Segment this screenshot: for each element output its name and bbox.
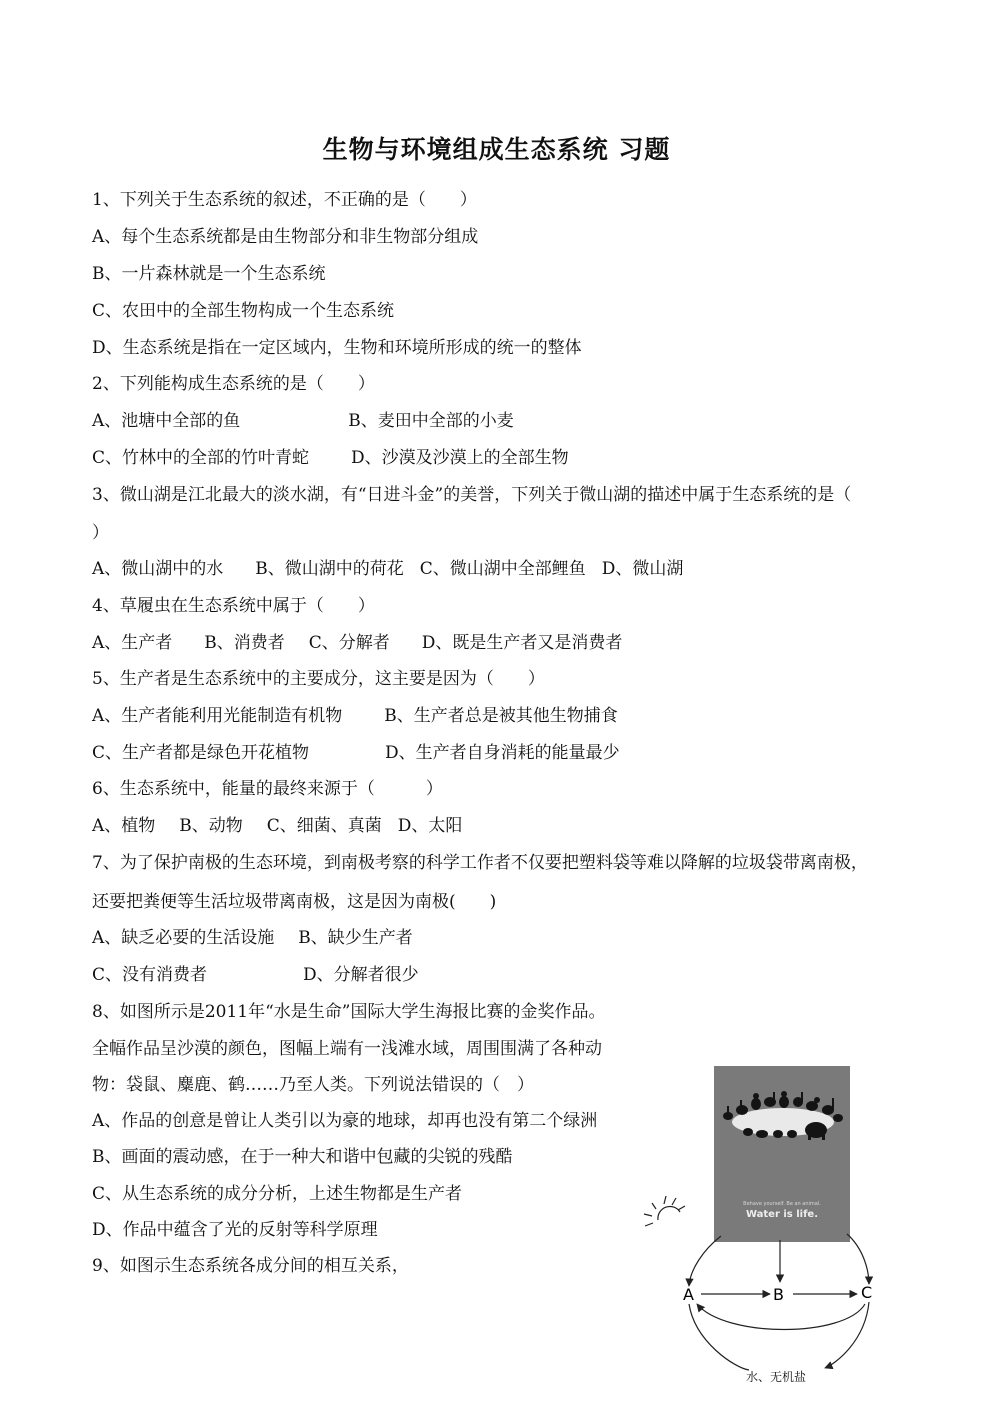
poster-tagline-big: Water is life.	[745, 1209, 819, 1220]
q7-option-a: A、缺乏必要的生活设施	[92, 928, 275, 948]
question-2-stem: 2、下列能构成生态系统的是（ ）	[92, 374, 375, 394]
poster-tagline-small: Behave yourself. Be an animal.	[743, 1201, 821, 1207]
q7-options-row-1	[92, 927, 413, 949]
q2-options-row-1	[92, 410, 514, 432]
arrow-c-to-bottom	[825, 1302, 869, 1368]
question-7-stem-cont: 还要把粪便等生活垃圾带离南极，这是因为南极( )	[92, 892, 497, 912]
q1-option-b: B、一片森林就是一个生态系统	[92, 264, 326, 284]
q6-option-c: C、细菌、真菌	[266, 816, 382, 836]
q8-option-d: D、作品中蕴含了光的反射等科学原理	[92, 1220, 378, 1240]
q3-options	[92, 558, 683, 580]
question-3-stem: 3、微山湖是江北最大的淡水湖，有“日进斗金”的美誉，下列关于微山湖的描述中属于生态系统的是（	[92, 485, 852, 505]
water-is-life-poster	[714, 1066, 850, 1242]
q2-option-c: C、竹林中的全部的竹叶青蛇	[92, 448, 310, 468]
q6-option-a: A、植物	[92, 816, 156, 836]
q6-option-d: D、太阳	[397, 816, 463, 836]
q3-option-d: D、微山湖	[601, 559, 684, 579]
q2-option-d: D、沙漠及沙漠上的全部生物	[351, 448, 569, 468]
question-8-stem: 8、如图所示是2011年“水是生命”国际大学生海报比赛的金奖作品。	[92, 1002, 606, 1022]
q4-option-b: B、消费者	[204, 633, 285, 653]
q6-options	[92, 815, 462, 837]
q2-option-a: A、池塘中全部的鱼	[92, 411, 241, 431]
q8-option-a: A、作品的创意是曾让人类引以为豪的地球，却再也没有第二个绿洲	[92, 1111, 598, 1131]
q7-option-b: B、缺少生产者	[298, 928, 413, 948]
diagram-node-b: B	[773, 1285, 784, 1304]
q4-option-d: D、既是生产者又是消费者	[421, 633, 623, 653]
q4-option-a: A、生产者	[92, 633, 173, 653]
q5-options-row-1	[92, 705, 618, 727]
q5-option-b: B、生产者总是被其他生物捕食	[384, 706, 618, 726]
question-8-stem-cont: 全幅作品呈沙漠的颜色，图幅上端有一浅滩水域，周围围满了各种动	[92, 1039, 602, 1059]
arrow-c-to-a-inner	[697, 1304, 865, 1330]
question-7-stem: 7、为了保护南极的生态环境，到南极考察的科学工作者不仅要把塑料袋等难以降解的垃圾袋带离南极，	[92, 853, 868, 873]
diagram-node-c: C	[861, 1283, 873, 1302]
q2-option-b: B、麦田中全部的小麦	[348, 411, 514, 431]
q3-option-b: B、微山湖中的荷花	[255, 559, 404, 579]
q8-option-b: B、画面的震动感，在于一种大和谐中包藏的尖锐的残酷	[92, 1147, 513, 1167]
question-6-stem: 6、生态系统中，能量的最终来源于（ ）	[92, 779, 443, 799]
q5-options-row-2	[92, 742, 620, 764]
sun-icon	[640, 1190, 688, 1230]
q7-option-d: D、分解者很少	[303, 965, 419, 985]
question-4-stem: 4、草履虫在生态系统中属于（ ）	[92, 596, 375, 616]
question-9-stem: 9、如图示生态系统各成分间的相互关系，	[92, 1256, 409, 1276]
question-3-stem-cont: ）	[92, 523, 109, 543]
diagram-water-salts-label: 水、无机盐	[746, 1370, 807, 1384]
arrow-top-to-a	[689, 1236, 721, 1286]
q7-options-row-2	[92, 964, 419, 986]
q4-option-c: C、分解者	[308, 633, 390, 653]
q3-option-c: C、微山湖中全部鲤鱼	[419, 559, 586, 579]
q1-option-c: C、农田中的全部生物构成一个生态系统	[92, 301, 395, 321]
q5-option-d: D、生产者自身消耗的能量最少	[385, 743, 620, 763]
question-1-stem: 1、下列关于生态系统的叙述，不正确的是（ ）	[92, 190, 477, 210]
q5-option-c: C、生产者都是绿色开花植物	[92, 743, 310, 763]
question-8-stem-cont-2: 物：袋鼠、麋鹿、鹤……乃至人类。下列说法错误的（ ）	[92, 1075, 534, 1095]
q2-options-row-2	[92, 447, 569, 469]
q8-option-c: C、从生态系统的成分分析，上述生物都是生产者	[92, 1184, 463, 1204]
animal-silhouettes-icon	[718, 1088, 846, 1140]
diagram-node-a: A	[683, 1285, 694, 1304]
question-5-stem: 5、生产者是生态系统中的主要成分，这主要是因为（ ）	[92, 669, 545, 689]
q7-option-c: C、没有消费者	[92, 965, 208, 985]
arrow-a-to-bottom	[689, 1304, 749, 1370]
q6-option-b: B、动物	[179, 816, 243, 836]
arrow-top-to-c	[847, 1234, 869, 1284]
q5-option-a: A、生产者能利用光能制造有机物	[92, 706, 343, 726]
ecosystem-relation-diagram	[675, 1230, 885, 1380]
q1-option-a: A、每个生态系统都是由生物部分和非生物部分组成	[92, 227, 479, 247]
q3-option-a: A、微山湖中的水	[92, 559, 224, 579]
q1-option-d: D、生态系统是指在一定区域内，生物和环境所形成的统一的整体	[92, 338, 582, 358]
page-title: 生物与环境组成生态系统 习题	[322, 135, 671, 164]
q4-options	[92, 632, 622, 654]
